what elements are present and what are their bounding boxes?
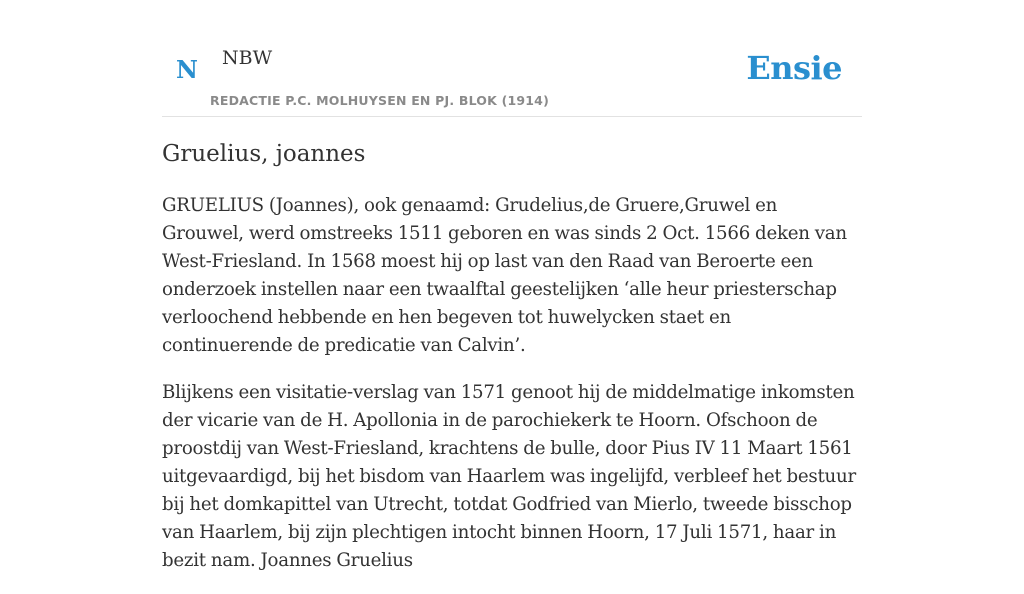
- source-header: [162, 0, 862, 117]
- source-editors: REDACTIE P.C. MOLHUYSEN EN PJ. BLOK (1914): [210, 93, 549, 108]
- article-paragraph: Blijkens een visitatie-verslag van 1571 genoot hij de middelmatige inkomsten der vicarie van de H. Apollonia in de parochiekerk te Hoorn. Ofschoon de proostdij van West-Friesland, krachtens de bulle, door Pius IV 11 Maart 1561 uitgevaardigd, bij het bisdom van Haarlem was ingelijfd, verbleef het bestuur bij het domkapittel van Utrecht, totdat Godfried van Mierlo, tweede bisschop van Haarlem, bij zijn plechtigen intocht binnen Hoorn, 17 Juli 1571, haar in bezit nam. Joannes Gruelius: [162, 382, 856, 571]
- source-logo[interactable]: N: [176, 55, 198, 84]
- brand-logo-link[interactable]: Ensie: [746, 49, 842, 87]
- article-paragraph: GRUELIUS (Joannes), ook genaamd: Grudelius,de Gruere,Gruwel en Grouwel, werd omstreeks 1511 geboren en was sinds 2 Oct. 1566 deken van West-Friesland. In 1568 moest hij op last van den Raad van Beroerte een onderzoek instellen naar een twaalftal geestelijken ‘alle heur priesterschap verloochend hebbende en hen begeven tot huwelycken staet en continuerende de predicatie van Calvin’.: [162, 195, 847, 356]
- article-body: [162, 192, 862, 594]
- article-title: Gruelius, joannes: [162, 141, 366, 167]
- source-title[interactable]: NBW: [222, 47, 273, 69]
